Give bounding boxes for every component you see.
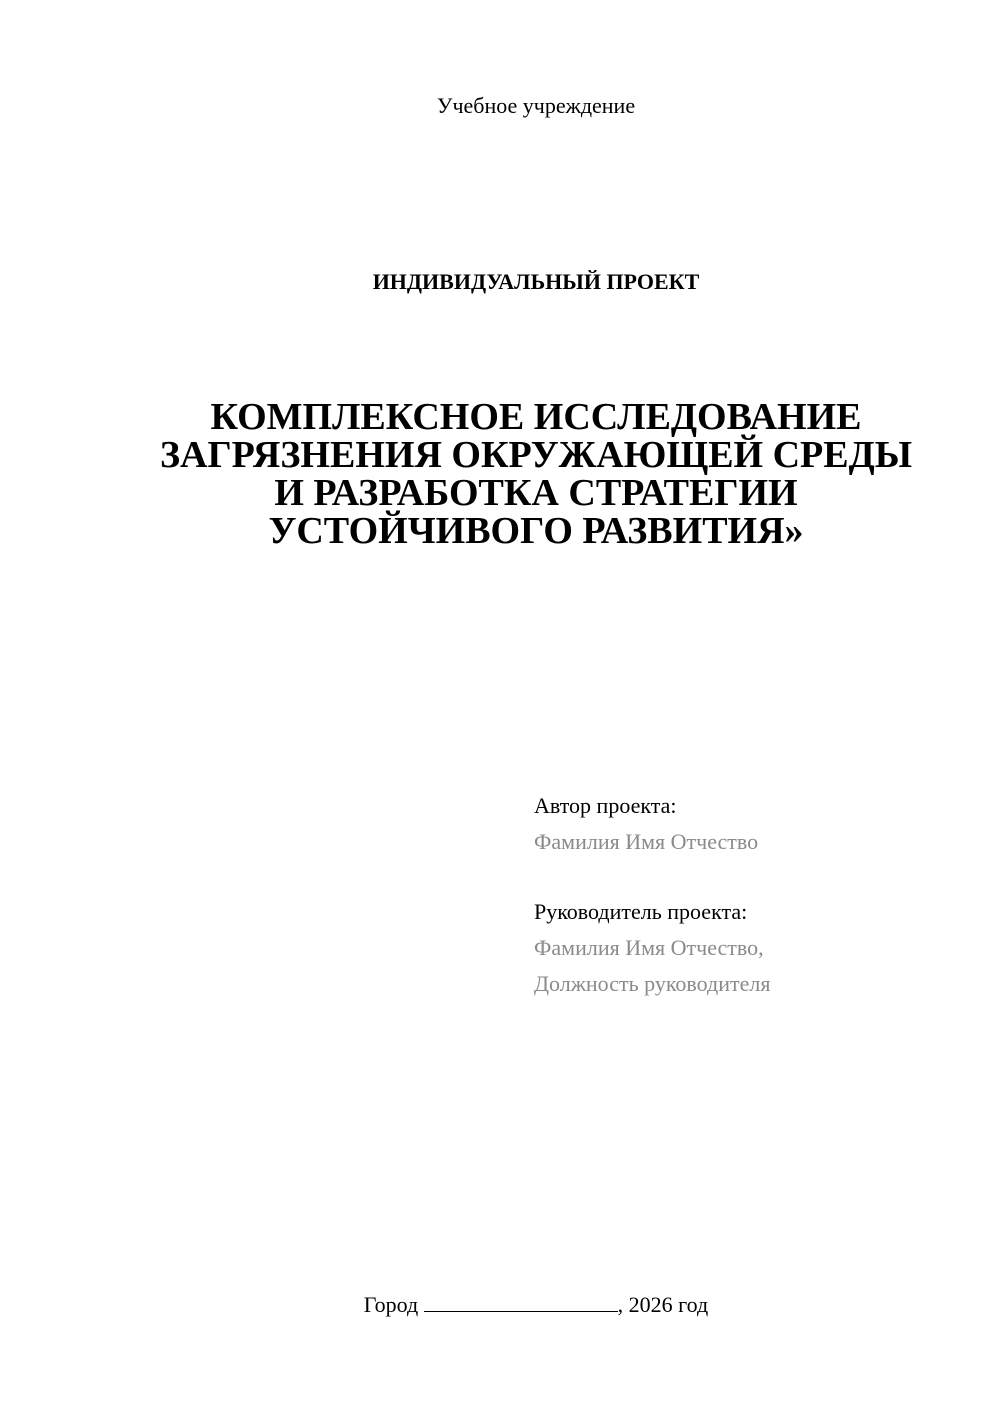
- supervisor-name: Фамилия Имя Отчество,: [534, 935, 764, 960]
- author-name: Фамилия Имя Отчество: [534, 829, 759, 854]
- supervisor-position: Должность руководителя: [534, 971, 771, 996]
- project-title-line: И РАЗРАБОТКА СТРАТЕГИИ: [274, 472, 798, 514]
- supervisor-label: Руководитель проекта:: [534, 899, 748, 924]
- project-title-line: УСТОЙЧИВОГО РАЗВИТИЯ»: [268, 510, 804, 552]
- author-label: Автор проекта:: [534, 793, 677, 818]
- institution-name: Учебное учреждение: [436, 93, 636, 118]
- project-title: [100, 398, 972, 550]
- city-blank-line: [424, 1292, 618, 1312]
- project-credits: [534, 788, 974, 1002]
- year-text: , 2026 год: [617, 1292, 709, 1317]
- project-title-line: ЗАГРЯЗНЕНИЯ ОКРУЖАЮЩЕЙ СРЕДЫ: [159, 434, 913, 476]
- city-year-line: [0, 1290, 1000, 1320]
- project-title-line: КОМПЛЕКСНОЕ ИССЛЕДОВАНИЕ: [210, 396, 862, 438]
- credits-spacer: [534, 860, 974, 894]
- project-type: ИНДИВИДУАЛЬНЫЙ ПРОЕКТ: [372, 269, 700, 294]
- city-label: Город: [363, 1292, 419, 1317]
